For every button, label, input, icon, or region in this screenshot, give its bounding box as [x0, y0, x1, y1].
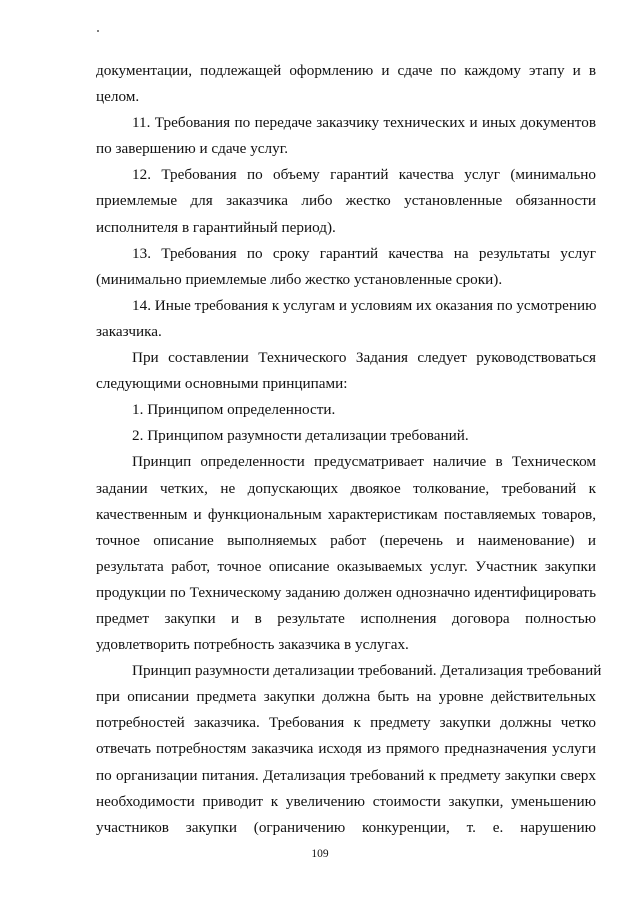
- text-line: необходимости приводит к увеличению стоимости закупки, уменьшению: [96, 792, 596, 810]
- text-line: (минимально приемлемые либо жестко установленные сроки).: [96, 270, 503, 288]
- text-line: по организации питания. Детализация требований к предмету закупки сверх: [96, 766, 596, 784]
- text-line: продукции по Техническому заданию должен однозначно идентифицировать: [96, 583, 596, 601]
- text-line: документации, подлежащей оформлению и сдаче по каждому этапу и в: [96, 62, 596, 79]
- text-line: предмет закупки и в результате исполнения договора полностью: [96, 609, 596, 627]
- text-line: исполнителя в гарантийный период).: [96, 218, 336, 236]
- page-number: 109: [311, 848, 329, 860]
- text-line: удовлетворить потребность заказчика в услугах.: [96, 636, 409, 654]
- text-line: следующими основными принципами:: [96, 375, 348, 393]
- text-line: при описании предмета закупки должна быть на уровне действительных: [96, 688, 596, 706]
- text-line: При составлении Технического Задания следует руководствоваться: [132, 349, 596, 367]
- text-line: целом.: [96, 88, 140, 106]
- text-line: задании четких, не допускающих двоякое толкование, требований к: [96, 479, 596, 497]
- text-line: приемлемые для заказчика либо жестко установленные обязанности: [96, 192, 596, 210]
- text-line: Принцип разумности детализации требований. Детализация требований: [132, 662, 602, 680]
- text-line: Принцип определенности предусматривает наличие в Техническом: [132, 453, 596, 471]
- text-line: 11. Требования по передаче заказчику технических и иных документов: [132, 114, 596, 132]
- text-line: результата работ, точное описание оказываемых услуг. Участник закупки: [96, 557, 596, 575]
- body-text: [96, 58, 602, 841]
- text-line: 1. Принципом определенности.: [132, 401, 336, 419]
- scan-speck: [97, 30, 99, 32]
- text-line: по завершению и сдаче услуг.: [96, 140, 289, 158]
- text-line: потребностей заказчика. Требования к предмету закупки должны четко: [96, 714, 596, 732]
- text-line: точное описание выполняемых работ (перечень и наименование) и: [96, 531, 596, 549]
- text-line: качественным и функциональным характеристикам поставляемых товаров,: [96, 505, 596, 523]
- text-line: участников закупки (ограничению конкуренции, т. е. нарушению: [96, 818, 596, 836]
- text-line: 2. Принципом разумности детализации требований.: [132, 427, 469, 445]
- text-line: 13. Требования по сроку гарантий качества на результаты услуг: [132, 244, 596, 262]
- text-line: заказчика.: [96, 322, 162, 340]
- text-line: 14. Иные требования к услугам и условиям их оказания по усмотрению: [132, 296, 597, 314]
- text-line: 12. Требования по объему гарантий качества услуг (минимально: [132, 166, 596, 184]
- text-line: отвечать потребностям заказчика исходя из прямого предназначения услуги: [96, 740, 596, 758]
